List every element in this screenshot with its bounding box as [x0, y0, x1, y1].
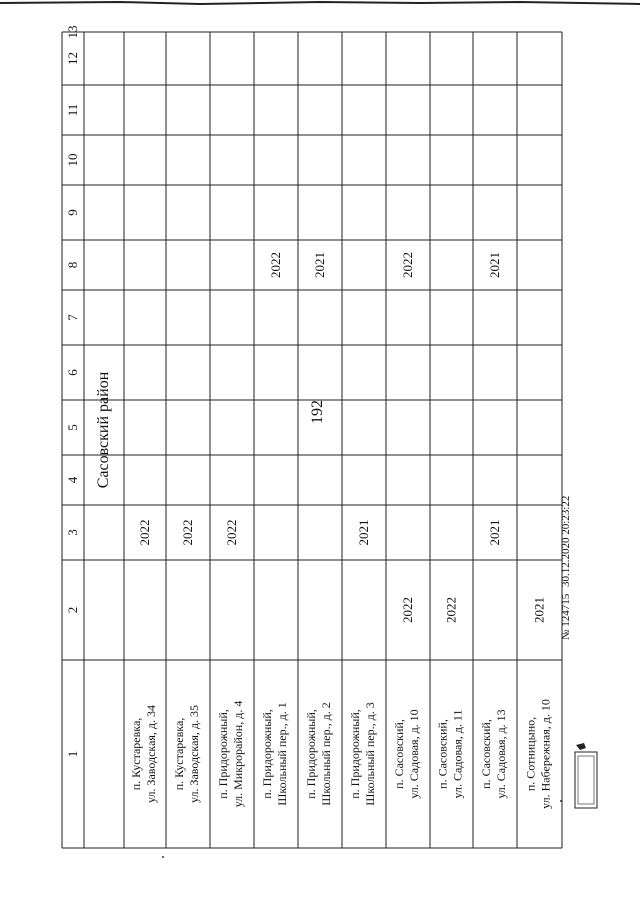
year-col3: 2021: [487, 519, 502, 546]
column-number: 5: [65, 424, 80, 431]
address-line: п. Кустаревка,: [129, 717, 143, 791]
year-col2: 2022: [400, 597, 415, 623]
column-number: 2: [65, 606, 80, 614]
year-col2: 2021: [531, 597, 547, 623]
address-line: п. Придорожный,: [304, 709, 318, 799]
year-col3: 2022: [180, 519, 195, 546]
address-line: п. Сасовский,: [435, 719, 450, 789]
address-line: Школьный пер., д. 2: [319, 702, 333, 806]
district-title: Сасовский район: [95, 371, 112, 489]
column-number: 11: [65, 103, 80, 117]
column-number: 9: [65, 209, 80, 216]
address-line: п. Сотницыно,: [523, 716, 538, 792]
year-col2: 2022: [443, 597, 459, 623]
column-number: 3: [65, 529, 80, 536]
address-line: ул. Набережная, д. 10: [538, 699, 553, 809]
year-col8: 2022: [268, 252, 283, 278]
document-number: № 124715: [560, 593, 572, 640]
column-number: 4: [65, 476, 80, 484]
column-number: 1: [65, 750, 80, 758]
year-col8: 2022: [400, 252, 415, 278]
address-line: ул. Заводская, д. 34: [144, 704, 158, 804]
column-number: 8: [65, 261, 80, 269]
address-line: п. Придорожный,: [216, 709, 230, 799]
address-line: п. Придорожный,: [260, 709, 274, 799]
address-line: ул. Заводская, д. 35: [187, 704, 201, 804]
address-line: ул. Садовая, д. 11: [450, 709, 465, 799]
column-number: 12: [65, 52, 80, 65]
address-line: ул. Садовая, д. 13: [494, 709, 508, 799]
address-line: п. Сасовский,: [479, 719, 493, 789]
page-number: 192: [309, 400, 326, 424]
stamp-icon: [574, 742, 598, 810]
column-number: 7: [65, 314, 80, 321]
year-col8: 2021: [312, 252, 327, 278]
scan-speck: [162, 856, 164, 858]
year-col8: 2021: [487, 252, 502, 278]
address-line: ул. Садовая, д. 10: [407, 709, 421, 799]
year-col3: 2022: [137, 519, 152, 546]
address-line: п. Кустаревка,: [172, 717, 186, 791]
document-footer: [560, 390, 580, 640]
scan-speck: [560, 800, 562, 802]
column-number: 6: [65, 369, 80, 376]
address-line: Школьный пер., д. 3: [363, 702, 377, 806]
document-datetime: 30.12.2020 20:23:22: [560, 495, 572, 587]
address-line: п. Сасовский,: [392, 719, 406, 789]
year-col3: 2022: [224, 519, 239, 546]
column-number: 10: [65, 153, 80, 167]
address-line: Школьный пер., д. 1: [275, 702, 289, 806]
column-number: 13: [65, 25, 80, 39]
year-col3: 2021: [356, 519, 371, 546]
address-line: п. Придорожный,: [348, 709, 362, 799]
address-line: ул. Микрорайон, д. 4: [231, 700, 245, 808]
